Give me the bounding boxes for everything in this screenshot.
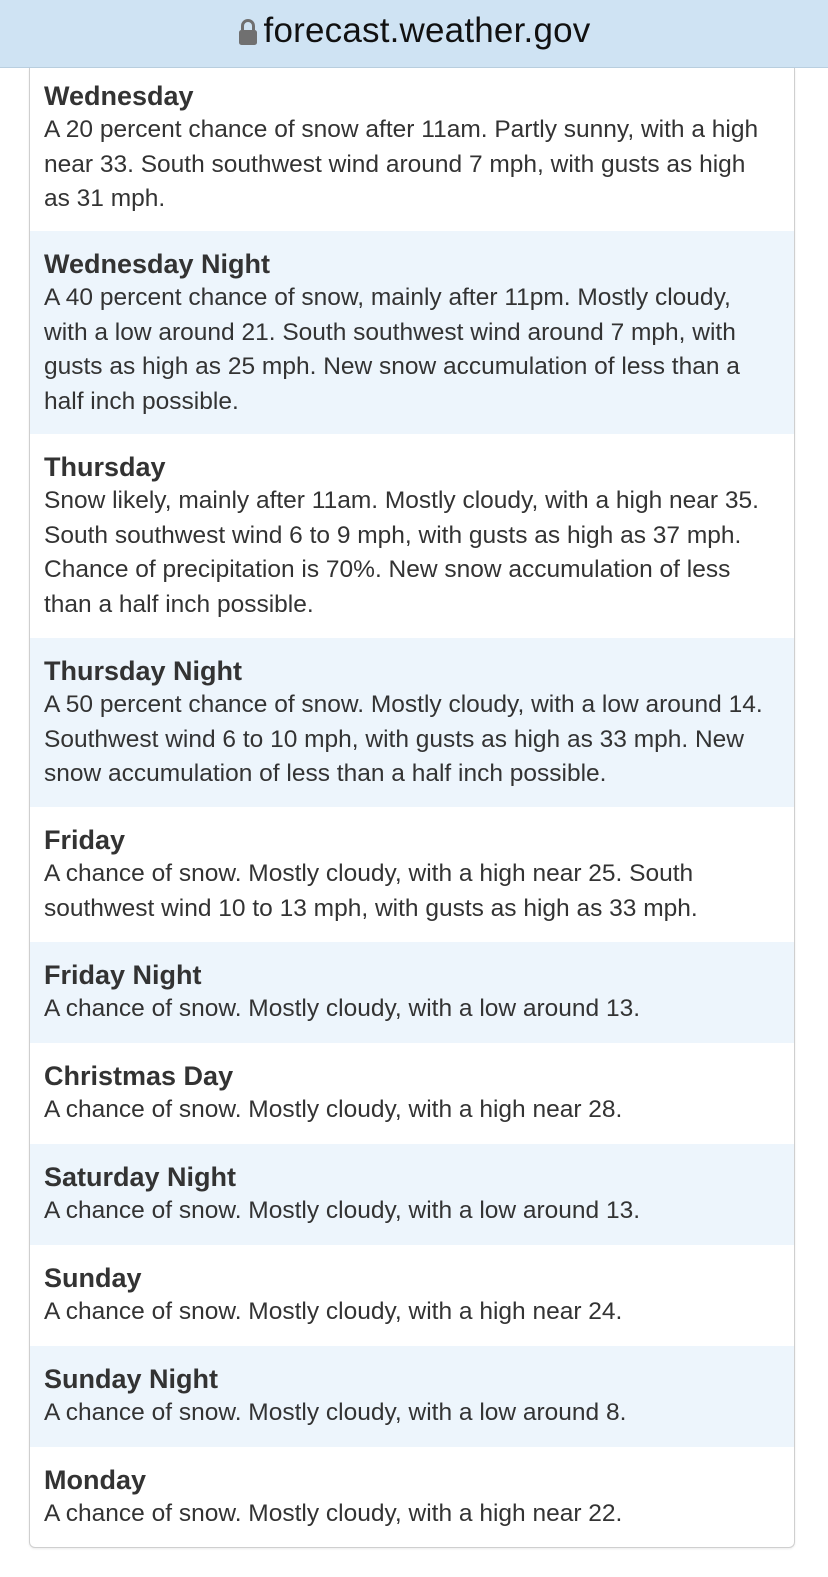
- forecast-row-wednesday: [30, 68, 794, 231]
- forecast-row-sunday-night: [30, 1346, 794, 1447]
- forecast-period-text: A 40 percent chance of snow, mainly after 11pm. Mostly cloudy, with a low around 21. South southwest wind around 7 mph, with gusts as high as 25 mph. New snow accumulation of less than a half inch possible.: [44, 284, 740, 415]
- forecast-period-label: Thursday Night: [44, 656, 243, 686]
- forecast-period-text: A chance of snow. Mostly cloudy, with a high near 28.: [44, 1096, 623, 1123]
- forecast-period-label: Thursday: [44, 452, 166, 482]
- forecast-row-thursday: [30, 434, 794, 638]
- url-text[interactable]: forecast.weather.gov: [263, 10, 591, 50]
- browser-address-bar[interactable]: [0, 0, 828, 68]
- forecast-period-text: A chance of snow. Mostly cloudy, with a high near 24.: [44, 1298, 623, 1325]
- forecast-row-sunday: [30, 1245, 794, 1346]
- lock-icon: [238, 18, 258, 46]
- forecast-period-text: A 50 percent chance of snow. Mostly cloudy, with a low around 14. Southwest wind 6 to 10 mph, with gusts as high as 33 mph. New snow accumulation of less than a half inch possible.: [44, 691, 763, 787]
- forecast-row-christmas-day: [30, 1043, 794, 1144]
- forecast-row-wednesday-night: [30, 231, 794, 434]
- forecast-period-label: Sunday: [44, 1263, 142, 1293]
- forecast-row-monday: [30, 1447, 794, 1548]
- forecast-period-label: Christmas Day: [44, 1061, 234, 1091]
- forecast-period-text: A chance of snow. Mostly cloudy, with a high near 25. South southwest wind 10 to 13 mph, with gusts as high as 33 mph.: [44, 860, 698, 922]
- forecast-row-thursday-night: [30, 638, 794, 807]
- forecast-period-label: Monday: [44, 1465, 147, 1495]
- forecast-row-friday-night: [30, 942, 794, 1043]
- forecast-period-label: Saturday Night: [44, 1162, 237, 1192]
- forecast-period-label: Sunday Night: [44, 1364, 218, 1394]
- forecast-period-label: Wednesday: [44, 81, 194, 111]
- forecast-row-saturday-night: [30, 1144, 794, 1245]
- forecast-period-text: Snow likely, mainly after 11am. Mostly cloudy, with a high near 35. South southwest wind 6 to 9 mph, with gusts as high as 37 mph. Chance of precipitation is 70%. New snow accumulation of less than a half inch possible.: [44, 487, 759, 618]
- forecast-period-label: Friday: [44, 825, 126, 855]
- forecast-period-text: A chance of snow. Mostly cloudy, with a high near 22.: [44, 1500, 623, 1527]
- forecast-period-text: A chance of snow. Mostly cloudy, with a low around 13.: [44, 995, 641, 1022]
- forecast-period-label: Wednesday Night: [44, 249, 271, 279]
- forecast-period-text: A chance of snow. Mostly cloudy, with a low around 8.: [44, 1399, 627, 1426]
- forecast-row-friday: [30, 807, 794, 942]
- forecast-period-label: Friday Night: [44, 960, 202, 990]
- forecast-period-text: A chance of snow. Mostly cloudy, with a low around 13.: [44, 1197, 641, 1224]
- detailed-forecast-panel: [29, 68, 795, 1548]
- forecast-period-text: A 20 percent chance of snow after 11am. Partly sunny, with a high near 33. South southwest wind around 7 mph, with gusts as high as 31 mph.: [44, 116, 759, 212]
- address-bar-content: [238, 11, 591, 51]
